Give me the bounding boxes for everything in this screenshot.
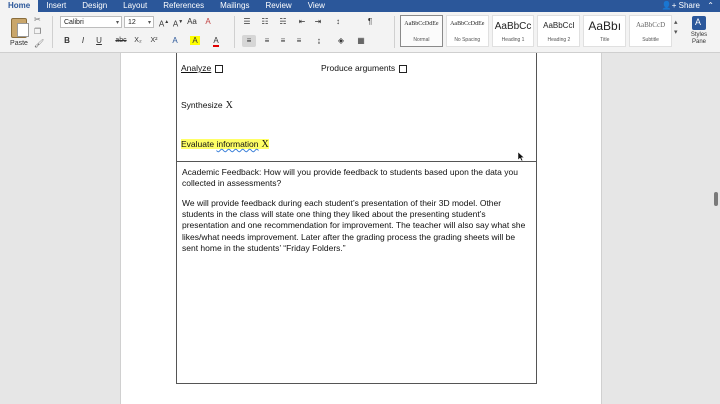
- table: [176, 53, 537, 384]
- highlight-button[interactable]: [188, 35, 202, 47]
- bold-button[interactable]: B: [64, 36, 70, 45]
- analyze-text: Analyze: [181, 63, 212, 73]
- x-mark: X: [225, 100, 233, 111]
- table-row-divider: [177, 161, 536, 162]
- italic-button[interactable]: I: [81, 36, 85, 45]
- style-name: No Spacing: [454, 37, 481, 43]
- sort-button[interactable]: ↕: [336, 17, 340, 26]
- superscript-button[interactable]: X²: [150, 37, 158, 44]
- show-formatting-button[interactable]: ¶: [367, 17, 373, 26]
- evaluate-item: [181, 139, 269, 150]
- tab-view[interactable]: View: [307, 1, 325, 10]
- tab-mailings[interactable]: Mailings: [220, 1, 250, 10]
- grow-font-button[interactable]: A▲: [158, 19, 170, 29]
- styles-gallery: [400, 15, 672, 49]
- font-color-button[interactable]: [210, 35, 222, 47]
- divider: [394, 16, 395, 48]
- strikethrough-button[interactable]: abc: [115, 37, 127, 44]
- chevron-down-icon: ▾: [147, 20, 151, 26]
- checkbox-icon[interactable]: [215, 65, 223, 73]
- tab-home[interactable]: Home: [0, 0, 38, 12]
- cut-icon[interactable]: ✂: [34, 15, 41, 24]
- synthesize-item: [181, 100, 233, 111]
- justify-button[interactable]: ≡: [296, 36, 302, 45]
- produce-arguments-item: [321, 63, 407, 73]
- ribbon-tab-bar: [0, 0, 720, 12]
- shading-button[interactable]: ◈: [337, 36, 345, 45]
- mouse-pointer-icon: [518, 152, 526, 162]
- analyze-item: [181, 63, 223, 73]
- tab-design[interactable]: Design: [82, 1, 108, 10]
- change-case-button[interactable]: Aa: [187, 17, 197, 26]
- font-size-select[interactable]: [124, 16, 154, 28]
- style-name: Heading 1: [501, 37, 525, 43]
- style-sample: AaBbCcD: [635, 21, 666, 29]
- font-name-select[interactable]: [60, 16, 122, 28]
- style-normal[interactable]: [400, 15, 443, 47]
- chevron-down-icon[interactable]: ▾: [674, 29, 678, 36]
- checkbox-icon[interactable]: [399, 65, 407, 73]
- share-button[interactable]: 👤+ Share: [661, 1, 700, 10]
- numbering-button[interactable]: ☷: [261, 17, 269, 26]
- styles-pane-button[interactable]: [684, 16, 714, 50]
- chevron-down-icon: ▾: [115, 20, 119, 26]
- format-painter-icon[interactable]: 🖌: [34, 39, 45, 48]
- style-name: Subtitle: [642, 37, 659, 43]
- clipboard-tools: [34, 14, 46, 50]
- x-mark: X: [261, 139, 269, 150]
- collapse-ribbon-icon[interactable]: ⌃: [707, 1, 714, 10]
- paste-button[interactable]: [6, 16, 32, 50]
- evaluate-text: Evaluate: [181, 139, 215, 149]
- align-left-button[interactable]: ≡: [242, 35, 256, 47]
- bullets-button[interactable]: ☰: [243, 17, 251, 26]
- subscript-button[interactable]: X₂: [134, 37, 142, 44]
- gallery-scroll[interactable]: [674, 18, 678, 38]
- tab-layout[interactable]: Layout: [123, 1, 148, 10]
- underline-button[interactable]: U: [96, 36, 102, 45]
- tab-insert[interactable]: Insert: [46, 1, 67, 10]
- document-page[interactable]: [120, 53, 602, 404]
- highlighter-icon: A: [192, 36, 198, 45]
- vertical-scrollbar[interactable]: [712, 53, 720, 404]
- chevron-up-icon[interactable]: ▴: [674, 19, 678, 26]
- style-heading-2[interactable]: [537, 15, 580, 47]
- font-size-value: 12: [128, 19, 136, 26]
- add-person-icon: 👤+: [661, 1, 677, 10]
- multilevel-list-button[interactable]: ☵: [279, 17, 287, 26]
- decrease-indent-button[interactable]: ⇤: [298, 17, 306, 26]
- align-center-button[interactable]: ≡: [264, 36, 270, 45]
- line-spacing-button[interactable]: ↨: [317, 36, 321, 45]
- increase-indent-button[interactable]: ⇥: [314, 17, 322, 26]
- font-name-value: Calibri: [64, 19, 84, 26]
- borders-button[interactable]: ▦: [357, 36, 365, 45]
- clipboard-icon: [11, 18, 27, 38]
- tab-review[interactable]: Review: [265, 1, 292, 10]
- style-name: Heading 2: [547, 37, 571, 43]
- style-name: Title: [600, 37, 610, 43]
- divider: [52, 16, 53, 48]
- align-right-button[interactable]: ≡: [280, 36, 286, 45]
- style-sample: AaBbCcDdEe: [404, 21, 439, 27]
- style-sample: AaBbı: [588, 19, 622, 33]
- style-sample: AaBbCc: [494, 21, 532, 32]
- document-area: [0, 53, 712, 404]
- copy-icon[interactable]: ❐: [34, 27, 42, 36]
- tab-references[interactable]: References: [163, 1, 205, 10]
- style-heading-1[interactable]: [492, 15, 535, 47]
- style-sample: AaBbCcI: [543, 21, 575, 30]
- styles-pane-icon: [692, 16, 706, 30]
- shrink-font-button[interactable]: A▼: [172, 19, 184, 29]
- scrollbar-thumb[interactable]: [714, 192, 718, 206]
- style-no-spacing[interactable]: [446, 15, 489, 47]
- information-text: information: [216, 139, 259, 149]
- divider: [234, 16, 235, 48]
- style-title[interactable]: [583, 15, 626, 47]
- evaluate-highlight: [181, 139, 269, 149]
- style-sample: AaBbCcDdEe: [450, 21, 485, 27]
- produce-arguments-text: Produce arguments: [321, 63, 396, 73]
- font-color-icon: A: [213, 36, 219, 45]
- styles-pane-label: Styles Pane: [690, 32, 708, 45]
- ribbon: [0, 12, 720, 53]
- clear-formatting-button[interactable]: A: [205, 17, 211, 26]
- style-name: Normal: [413, 37, 430, 43]
- paste-label: Paste: [10, 40, 28, 47]
- feedback-answer: We will provide feedback during each student’s presentation of their 3D model. Other students in the class will state one thing they liked about the presenting student’s presentation and one recommendation for improvement. The teacher will also say what she likes/what needs improvement. Later after the grading process the grading sheets will be sent home in the students’ “Friday Folders.”: [182, 198, 526, 253]
- style-subtitle[interactable]: [629, 15, 672, 47]
- synthesize-text: Synthesize: [181, 100, 223, 110]
- text-effects-button[interactable]: A: [172, 36, 178, 45]
- feedback-question: Academic Feedback: How will you provide feedback to students based upon the data you collected in assessments?: [182, 167, 518, 189]
